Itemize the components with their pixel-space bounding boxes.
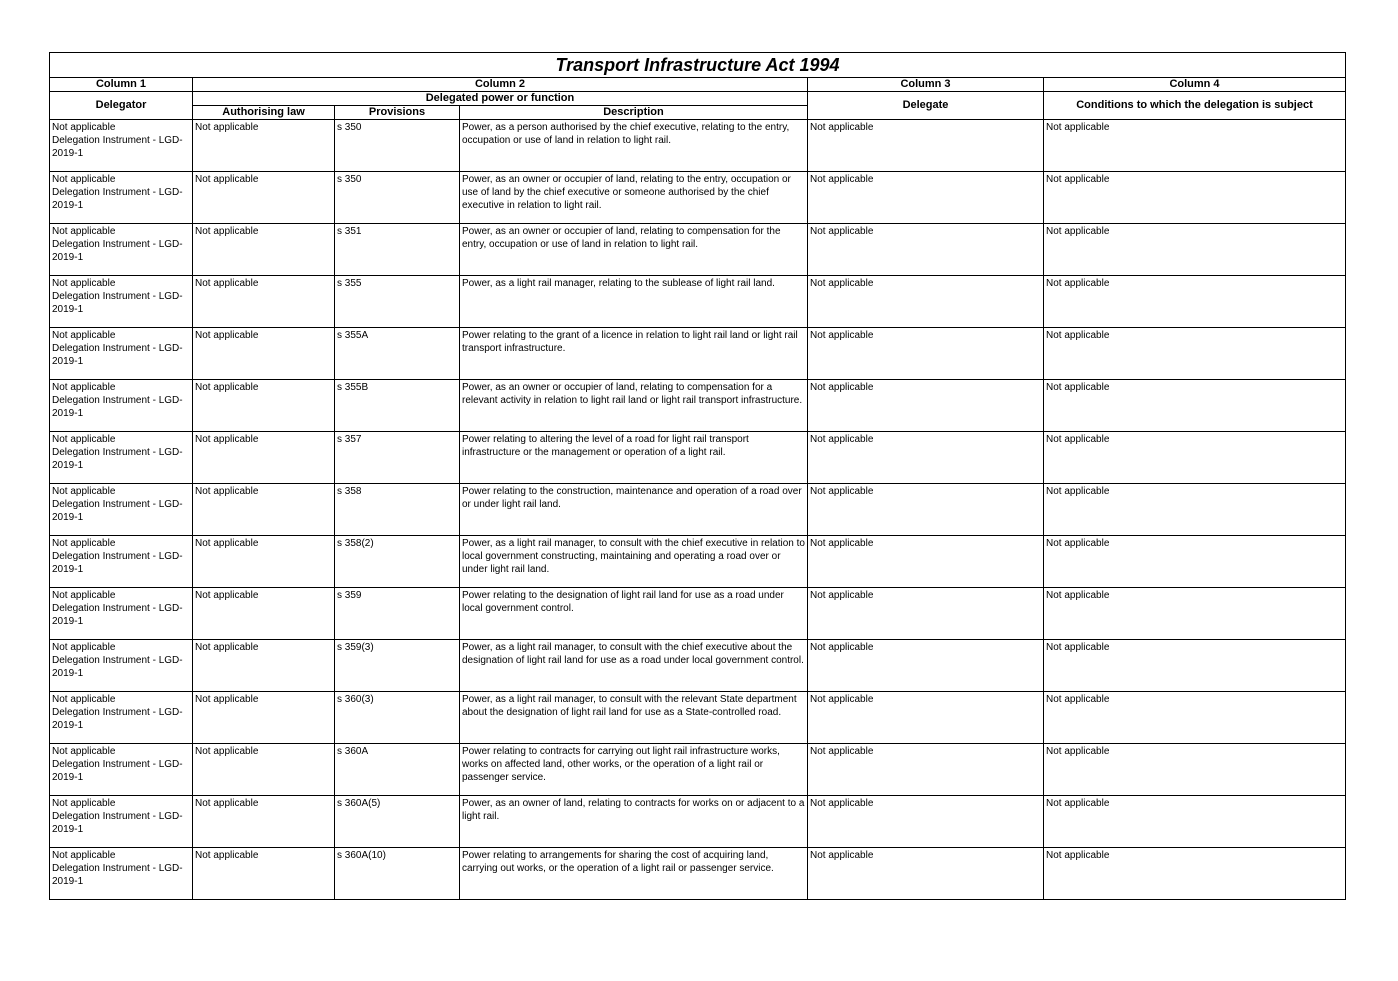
delegator-line: Delegation Instrument - LGD- [52,395,183,406]
delegator-cell [50,328,193,380]
delegator-line: 2019-1 [52,616,84,627]
authorising-law-cell: Not applicable [193,536,335,588]
description-cell: Power, as an owner or occupier of land, relating to compensation for the entry, occupation or use of land in relation to light rail. [460,224,808,276]
delegate-cell: Not applicable [808,796,1044,848]
delegator-cell [50,120,193,172]
description-cell: Power relating to arrangements for sharing the cost of acquiring land, carrying out works, or the operation of a light rail or passenger service. [460,848,808,900]
delegator-line: Delegation Instrument - LGD- [52,811,183,822]
delegator-line: Not applicable [52,694,116,705]
conditions-cell: Not applicable [1044,380,1346,432]
provision-cell: s 355B [335,380,460,432]
conditions-cell: Not applicable [1044,848,1346,900]
description-cell: Power relating to altering the level of a road for light rail transport infrastructure or the management or operation of a light rail. [460,432,808,484]
delegator-line: 2019-1 [52,512,84,523]
delegator-line: Delegation Instrument - LGD- [52,603,183,614]
delegate-cell: Not applicable [808,536,1044,588]
delegator-line: Not applicable [52,382,116,393]
delegate-cell: Not applicable [808,848,1044,900]
table-row [50,120,1346,172]
delegator-cell [50,848,193,900]
conditions-cell: Not applicable [1044,744,1346,796]
delegator-cell [50,744,193,796]
delegator-line: Not applicable [52,590,116,601]
delegator-line: 2019-1 [52,772,84,783]
delegator-line: 2019-1 [52,720,84,731]
conditions-cell: Not applicable [1044,172,1346,224]
delegator-cell [50,588,193,640]
authorising-law-cell: Not applicable [193,640,335,692]
delegation-table [49,52,1346,900]
table-row [50,380,1346,432]
conditions-cell: Not applicable [1044,796,1346,848]
delegator-line: Not applicable [52,850,116,861]
description-header: Description [460,106,808,120]
provision-cell: s 360A [335,744,460,796]
delegator-line: Not applicable [52,746,116,757]
delegator-cell [50,432,193,484]
delegator-line: Delegation Instrument - LGD- [52,291,183,302]
conditions-header: Conditions to which the delegation is subject [1044,92,1346,120]
description-cell: Power, as a light rail manager, relating to the sublease of light rail land. [460,276,808,328]
conditions-cell: Not applicable [1044,328,1346,380]
delegator-line: Delegation Instrument - LGD- [52,707,183,718]
authorising-law-cell: Not applicable [193,484,335,536]
column-2-label: Column 2 [193,78,808,92]
description-cell: Power, as a person authorised by the chief executive, relating to the entry, occupation or use of land in relation to light rail. [460,120,808,172]
delegator-cell [50,692,193,744]
table-row [50,224,1346,276]
delegator-line: Not applicable [52,226,116,237]
delegate-cell: Not applicable [808,120,1044,172]
provision-cell: s 351 [335,224,460,276]
delegator-line: Not applicable [52,538,116,549]
delegate-cell: Not applicable [808,276,1044,328]
delegate-cell: Not applicable [808,328,1044,380]
delegator-line: Not applicable [52,434,116,445]
delegate-cell: Not applicable [808,224,1044,276]
delegator-line: Not applicable [52,174,116,185]
delegator-line: Not applicable [52,122,116,133]
delegator-line: 2019-1 [52,668,84,679]
delegator-line: Delegation Instrument - LGD- [52,447,183,458]
conditions-cell: Not applicable [1044,588,1346,640]
table-row [50,692,1346,744]
delegate-cell: Not applicable [808,744,1044,796]
description-cell: Power relating to contracts for carrying out light rail infrastructure works, works on affected land, other works, or the operation of a light rail or passenger service. [460,744,808,796]
delegator-line: Delegation Instrument - LGD- [52,239,183,250]
delegator-line: Not applicable [52,798,116,809]
provision-cell: s 355 [335,276,460,328]
delegator-line: Delegation Instrument - LGD- [52,187,183,198]
delegated-power-header: Delegated power or function [193,92,808,106]
delegate-cell: Not applicable [808,692,1044,744]
delegate-cell: Not applicable [808,640,1044,692]
column-1-label: Column 1 [50,78,193,92]
provision-cell: s 360(3) [335,692,460,744]
delegator-line: Delegation Instrument - LGD- [52,135,183,146]
authorising-law-cell: Not applicable [193,588,335,640]
delegator-line: Delegation Instrument - LGD- [52,655,183,666]
delegator-cell [50,276,193,328]
delegator-line: Delegation Instrument - LGD- [52,759,183,770]
description-cell: Power relating to the construction, maintenance and operation of a road over or under light rail land. [460,484,808,536]
delegate-header: Delegate [808,92,1044,120]
provision-cell: s 355A [335,328,460,380]
delegator-cell [50,224,193,276]
conditions-cell: Not applicable [1044,536,1346,588]
delegator-line: 2019-1 [52,824,84,835]
table-row [50,848,1346,900]
provision-cell: s 360A(10) [335,848,460,900]
delegate-cell: Not applicable [808,588,1044,640]
delegator-line: Delegation Instrument - LGD- [52,551,183,562]
delegator-cell [50,380,193,432]
description-cell: Power, as an owner or occupier of land, relating to the entry, occupation or use of land by the chief executive or someone authorised by the chief executive in relation to light rail. [460,172,808,224]
delegate-cell: Not applicable [808,172,1044,224]
authorising-law-cell: Not applicable [193,744,335,796]
authorising-law-cell: Not applicable [193,276,335,328]
delegator-line: Not applicable [52,278,116,289]
description-cell: Power, as a light rail manager, to consult with the chief executive in relation to local government constructing, maintaining and operating a road over or under light rail land. [460,536,808,588]
column-3-label: Column 3 [808,78,1044,92]
table-row [50,432,1346,484]
description-cell: Power, as an owner or occupier of land, relating to compensation for a relevant activity in relation to light rail land or light rail transport infrastructure. [460,380,808,432]
table-body [50,120,1346,900]
delegate-cell: Not applicable [808,380,1044,432]
provision-cell: s 359(3) [335,640,460,692]
authorising-law-cell: Not applicable [193,120,335,172]
delegator-line: 2019-1 [52,304,84,315]
table-row [50,588,1346,640]
document-title: Transport Infrastructure Act 1994 [50,53,1346,78]
delegator-line: Delegation Instrument - LGD- [52,863,183,874]
authorising-law-cell: Not applicable [193,328,335,380]
provision-cell: s 360A(5) [335,796,460,848]
authorising-law-cell: Not applicable [193,692,335,744]
conditions-cell: Not applicable [1044,484,1346,536]
delegator-line: Not applicable [52,486,116,497]
table-row [50,536,1346,588]
column-4-label: Column 4 [1044,78,1346,92]
delegator-line: Delegation Instrument - LGD- [52,499,183,510]
table-row [50,744,1346,796]
provision-cell: s 359 [335,588,460,640]
conditions-cell: Not applicable [1044,692,1346,744]
delegator-line: 2019-1 [52,564,84,575]
table-row [50,796,1346,848]
provisions-header: Provisions [335,106,460,120]
delegator-cell [50,796,193,848]
description-cell: Power, as an owner of land, relating to contracts for works on or adjacent to a light rail. [460,796,808,848]
table-row [50,640,1346,692]
provision-cell: s 357 [335,432,460,484]
provision-cell: s 350 [335,172,460,224]
delegation-table-page [49,52,1345,900]
delegator-line: Not applicable [52,330,116,341]
authorising-law-cell: Not applicable [193,796,335,848]
delegate-cell: Not applicable [808,432,1044,484]
delegate-cell: Not applicable [808,484,1044,536]
conditions-cell: Not applicable [1044,120,1346,172]
authorising-law-cell: Not applicable [193,848,335,900]
table-row [50,484,1346,536]
delegator-line: Delegation Instrument - LGD- [52,343,183,354]
description-cell: Power relating to the grant of a licence in relation to light rail land or light rail transport infrastructure. [460,328,808,380]
conditions-cell: Not applicable [1044,432,1346,484]
description-cell: Power relating to the designation of light rail land for use as a road under local government control. [460,588,808,640]
delegator-line: 2019-1 [52,408,84,419]
description-cell: Power, as a light rail manager, to consult with the relevant State department about the designation of light rail land for use as a State-controlled road. [460,692,808,744]
conditions-cell: Not applicable [1044,276,1346,328]
delegator-header: Delegator [50,92,193,120]
delegator-line: 2019-1 [52,460,84,471]
table-row [50,172,1346,224]
authorising-law-cell: Not applicable [193,172,335,224]
provision-cell: s 358 [335,484,460,536]
conditions-cell: Not applicable [1044,224,1346,276]
conditions-cell: Not applicable [1044,640,1346,692]
authorising-law-cell: Not applicable [193,432,335,484]
delegator-line: Not applicable [52,642,116,653]
authorising-law-cell: Not applicable [193,380,335,432]
delegator-line: 2019-1 [52,200,84,211]
delegator-cell [50,536,193,588]
authorising-law-header: Authorising law [193,106,335,120]
delegator-line: 2019-1 [52,356,84,367]
delegator-cell [50,172,193,224]
provision-cell: s 350 [335,120,460,172]
delegator-line: 2019-1 [52,252,84,263]
table-row [50,276,1346,328]
delegator-cell [50,484,193,536]
delegator-cell [50,640,193,692]
table-row [50,328,1346,380]
delegator-line: 2019-1 [52,876,84,887]
delegator-line: 2019-1 [52,148,84,159]
description-cell: Power, as a light rail manager, to consult with the chief executive about the designation of light rail land for use as a road under local government control. [460,640,808,692]
provision-cell: s 358(2) [335,536,460,588]
authorising-law-cell: Not applicable [193,224,335,276]
